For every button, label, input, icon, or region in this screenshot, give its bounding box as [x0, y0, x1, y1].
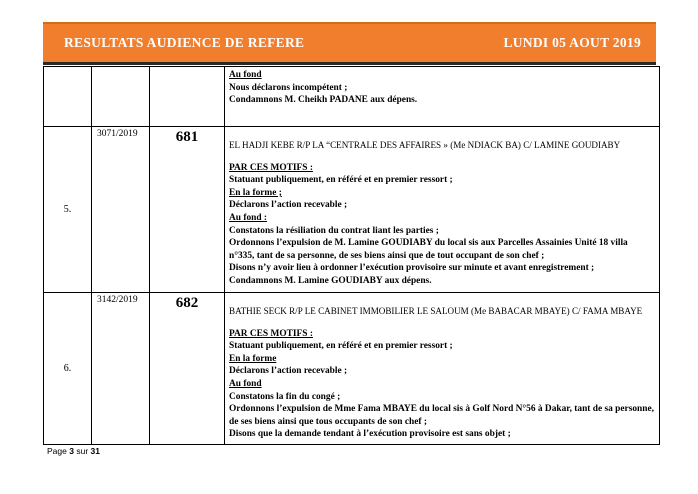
dossier-number: 3142/2019	[92, 293, 150, 445]
section-heading: PAR CES MOTIFS :	[229, 328, 313, 339]
results-table	[43, 66, 660, 445]
decision-line: Condamnons M. Cheikh PADANE aux dépens.	[229, 95, 418, 106]
page-footer	[47, 446, 100, 456]
decision-line: Ordonnons l’expulsion de M. Lamine GOUDIABY du local sis aux Parcelles Assainies Unité 18 villa n°335, tant de sa personne, de ses biens ainsi que de tout occupant de son chef ;	[229, 238, 628, 261]
row-number: 6.	[44, 293, 92, 445]
dossier-number	[92, 67, 150, 127]
page-sep: sur	[76, 446, 89, 456]
section-heading: Au fond	[229, 70, 262, 80]
section-heading: Au fond :	[229, 212, 268, 223]
decision-line: Condamnons M. Lamine GOUDIABY aux dépens.	[229, 275, 432, 286]
decision-line: Disons n’y avoir lieu à ordonner l’exécution provisoire sur minute et avant enregistrement ;	[229, 263, 595, 274]
case-parties: EL HADJI KEBE R/P LA “CENTRALE DES AFFAIRES » (Me NDIACK BA) C/ LAMINE GOUDIABY	[229, 140, 621, 150]
order-number: 681	[150, 127, 225, 293]
decision-line: Nous déclarons incompétent ;	[229, 82, 348, 93]
header-banner	[43, 22, 656, 65]
decision-line: Statuant publiquement, en référé et en premier ressort ;	[229, 175, 453, 186]
table-row	[44, 127, 660, 293]
header-title: RESULTATS AUDIENCE DE REFERE	[64, 35, 305, 50]
decision-line: Constatons la résiliation du contrat liant les parties ;	[229, 225, 439, 236]
section-heading: Au fond	[229, 378, 262, 389]
row-number	[44, 67, 92, 127]
dossier-number: 3071/2019	[92, 127, 150, 293]
decision-line: Constatons la fin du congé ;	[229, 391, 341, 402]
header-date: LUNDI 05 AOUT 2019	[503, 35, 641, 50]
table-row	[44, 67, 660, 127]
decision-line: Déclarons l’action recevable ;	[229, 366, 348, 377]
decision-line: Déclarons l’action recevable ;	[229, 200, 348, 211]
decision-line: Statuant publiquement, en référé et en premier ressort ;	[229, 341, 453, 352]
section-heading: En la forme ;	[229, 187, 282, 198]
case-parties: BATHIE SECK R/P LE CABINET IMMOBILIER LE SALOUM (Me BABACAR MBAYE) C/ FAMA MBAYE	[229, 306, 643, 316]
row-number: 5.	[44, 127, 92, 293]
page-total: 31	[90, 446, 100, 456]
order-number: 682	[150, 293, 225, 445]
section-heading: En la forme	[229, 353, 277, 364]
decision-content	[225, 67, 660, 127]
section-heading: PAR CES MOTIFS :	[229, 162, 313, 173]
decision-line: Disons que la demande tendant à l’exécution provisoire est sans objet ;	[229, 429, 511, 440]
page-label: Page	[47, 446, 67, 456]
page-current: 3	[69, 446, 74, 456]
decision-content	[225, 127, 660, 293]
table-row	[44, 293, 660, 445]
decision-content	[225, 293, 660, 445]
decision-line: Ordonnons l’expulsion de Mme Fama MBAYE du local sis à Golf Nord N°56 à Dakar, tant de sa personne, de ses biens ainsi que tous occupants de son chef ;	[229, 404, 654, 427]
order-number	[150, 67, 225, 127]
